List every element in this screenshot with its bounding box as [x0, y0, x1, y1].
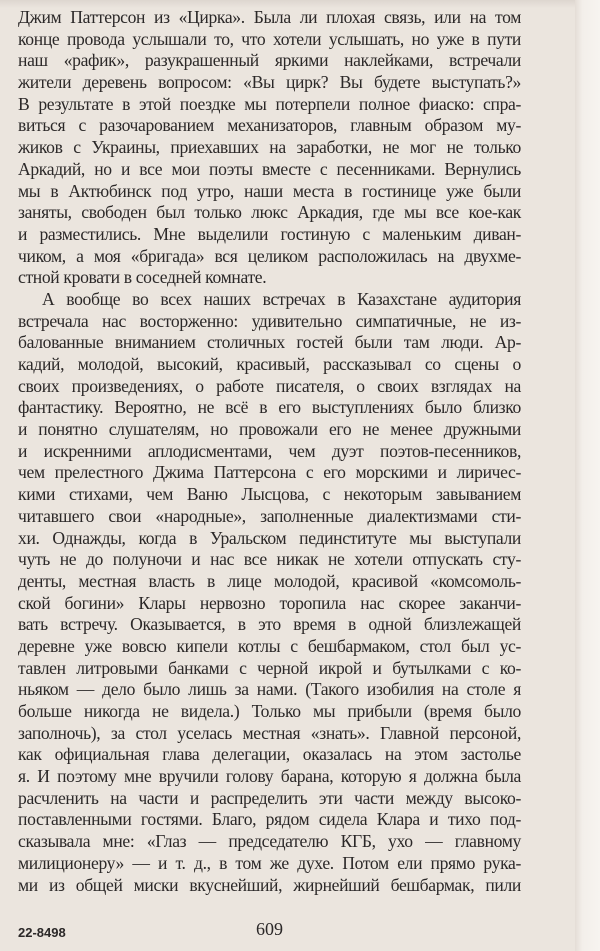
text-line-content: я. И поэтому мне вручили голову барана, которую я должна была [18, 766, 521, 787]
text-line-content: В результате в этой поездке мы потерпели полное фиаско: спра- [18, 93, 521, 114]
text-line-content: Аркадий, но и все мои поэты вместе с песенниками. Вернулись [18, 158, 521, 179]
text-line-content: ми из общей миски вкуснейший, жирнейший бешбармак, пили [18, 874, 521, 895]
text-line [18, 788, 521, 810]
text-line-content: мы в Актюбинск под утро, наши места в гостинице уже были [18, 180, 521, 201]
text-line-content: кадий, молодой, высокий, красивый, рассказывал со сцены о [18, 354, 521, 374]
page-edge [575, 0, 600, 951]
text-line-content: фантастику. Вероятно, не всё в его выступлениях было близко [18, 397, 521, 418]
text-line [18, 29, 521, 51]
text-line-content: стной кровати в соседней комнате. [18, 267, 267, 288]
text-line [18, 397, 521, 419]
text-line-content: милиционеру» — и т. д., в том же духе. Потом ели прямо рука- [18, 852, 521, 873]
text-line [18, 658, 521, 680]
text-line-content: ньяком — дело было лишь за нами. (Такого изобилия на столе я [18, 679, 521, 700]
text-line [18, 462, 521, 484]
text-line-content: поставленными гостями. Благо, рядом сидела Клара и тихо под- [18, 809, 521, 830]
text-line-content: А вообще во всех наших встречах в Казахстане аудитория [42, 288, 521, 309]
text-line [18, 831, 521, 853]
text-line [18, 723, 521, 745]
text-line [18, 809, 521, 831]
text-line [18, 484, 521, 506]
text-line-content: конце провода услышали то, что хотели услышать, но уже в пути [18, 28, 521, 49]
text-line-content: наш «рафик», разукрашенный яркими наклейками, встречали [18, 50, 521, 71]
printer-signature: 22-8498 [18, 925, 66, 940]
text-line [18, 72, 521, 94]
text-line-content: и понятно слушателям, но провожали его не менее дружными [18, 419, 521, 440]
text-line-content: хи. Однажды, когда в Уральском пединституте мы выступали [18, 527, 521, 548]
text-line [18, 224, 521, 246]
text-line [18, 593, 521, 615]
text-line [18, 766, 521, 788]
text-line [18, 376, 521, 398]
text-line [18, 701, 521, 723]
text-line-content: чуть не до полуночи и нас все никак не хотели отпускать сту- [18, 549, 521, 570]
text-line-content: денты, местная власть в лице молодой, красивой «комсомоль- [18, 570, 521, 591]
text-line-content: своих произведениях, о работе писателя, о своих взглядах на [18, 375, 521, 396]
text-line [18, 159, 521, 181]
text-line [18, 441, 521, 463]
text-line [18, 528, 521, 550]
text-line-content: балованные вниманием столичных гостей были там люди. Ар- [18, 332, 521, 353]
text-line [18, 202, 521, 224]
text-line-content: чиком, а моя «бригада» вся целиком расположилась на двухме- [18, 245, 521, 266]
text-line-content: виться с разочарованием механизаторов, главным образом му- [18, 115, 521, 136]
text-line [18, 419, 521, 441]
text-line [18, 853, 521, 875]
text-line-content: встречала нас восторженно: удивительно симпатичные, не из- [18, 310, 521, 331]
body-text [18, 7, 521, 896]
text-line-content: деревне уже вовсю кипели котлы с бешбармаком, стол был ус- [18, 635, 521, 656]
text-line [18, 311, 521, 333]
text-line-content: расчленить на части и распределить эти части между высоко- [18, 787, 521, 808]
text-line-content: и разместились. Мне выделили гостиную с маленьким диван- [18, 223, 521, 244]
page-number: 609 [256, 919, 283, 939]
text-line [18, 50, 521, 72]
text-line-content: Джим Паттерсон из «Цирка». Была ли плохая связь, или на том [18, 7, 521, 27]
text-line-content: читавшего свои «народные», заполненные диалектизмами сти- [18, 505, 521, 526]
text-line-content: жители деревень вопросом: «Вы цирк? Вы будете выступать?» [18, 72, 521, 93]
text-line [18, 246, 521, 268]
text-line [18, 744, 521, 766]
text-line-content: и искренними аплодисментами, чем дуэт поэтов-песенников, [18, 440, 521, 461]
text-line [18, 614, 521, 636]
text-line-content: заняты, свободен был только люкс Аркадия, где мы все кое-как [18, 202, 521, 223]
text-line [18, 267, 521, 289]
text-line [18, 289, 521, 311]
text-line-content: больше никогда не видела.) Только мы прибыли (время было [18, 701, 521, 721]
text-line [18, 679, 521, 701]
text-line [18, 506, 521, 528]
text-line [18, 137, 521, 159]
text-line [18, 181, 521, 203]
text-line [18, 571, 521, 593]
text-line [18, 115, 521, 137]
text-line-content: вать встречу. Оказывается, в это время в одной близлежащей [18, 614, 521, 635]
text-line [18, 7, 521, 29]
text-line-content: жиков с Украины, приехавших на заработки, не мог не только [18, 137, 521, 158]
text-line-content: кими стихами, чем Ваню Лысцова, с некоторым завыванием [18, 484, 521, 505]
text-line [18, 636, 521, 658]
text-line-content: как официальная глава делегации, оказалась на этом застолье [18, 744, 521, 765]
text-line [18, 332, 521, 354]
text-line-content: заполночь), за стол уселась местная «знать». Главной персоной, [18, 722, 521, 743]
text-line [18, 875, 521, 897]
text-line-content: ской богини» Клары нервозно торопила нас скорее заканчи- [18, 592, 521, 613]
text-line-content: чем прелестного Джима Паттерсона с его морскими и лиричес- [18, 462, 521, 483]
text-line [18, 354, 521, 376]
text-line-content: сказывала мне: «Глаз — председателю КГБ, ухо — главному [18, 831, 521, 852]
text-line [18, 94, 521, 116]
text-line-content: тавлен литровыми банками с черной икрой и бутылками с ко- [18, 657, 521, 678]
text-line [18, 549, 521, 571]
